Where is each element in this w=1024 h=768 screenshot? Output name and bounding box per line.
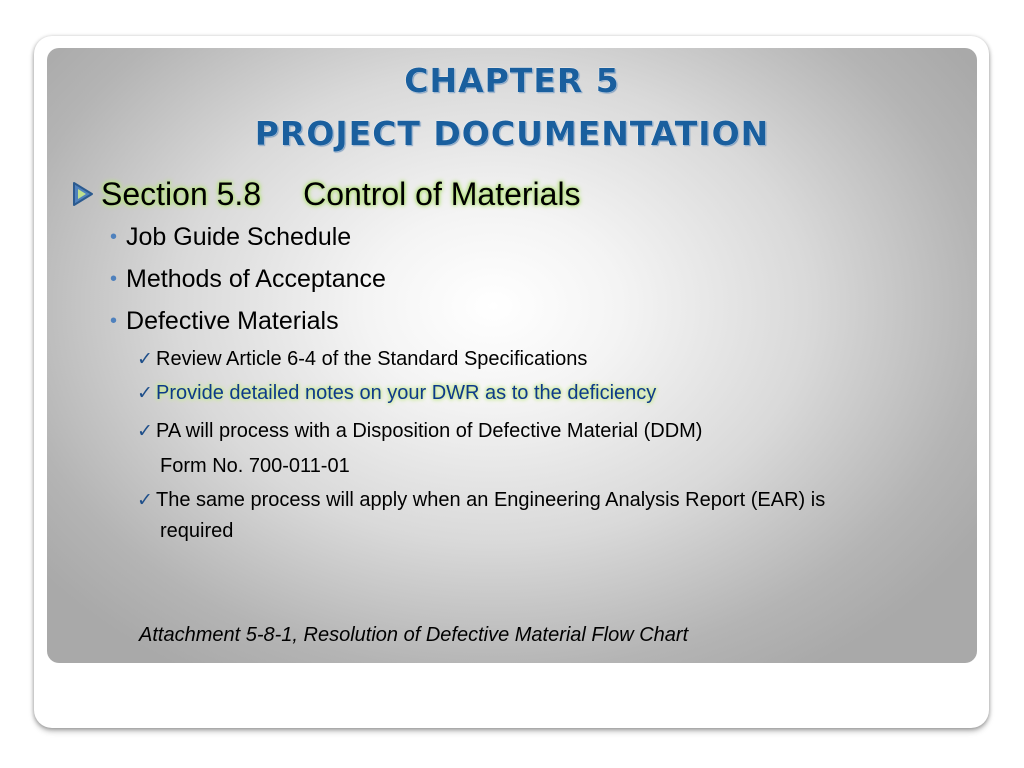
check-item	[137, 489, 825, 512]
checkmark-icon: ✓	[137, 489, 153, 511]
list-item-label: Defective Materials	[126, 307, 339, 335]
check-item-continuation: required	[160, 520, 234, 542]
list-item	[110, 307, 339, 336]
slide	[47, 48, 977, 663]
section-heading	[71, 174, 581, 214]
bullet-dot-icon: •	[110, 268, 118, 290]
check-item-label: The same process will apply when an Engineering Analysis Report (EAR) is	[156, 489, 826, 511]
bullet-dot-icon: •	[110, 226, 118, 248]
check-item-highlighted	[137, 382, 656, 405]
chapter-subtitle: PROJECT DOCUMENTATION	[254, 114, 770, 153]
checkmark-icon: ✓	[137, 420, 153, 442]
list-item	[110, 223, 351, 252]
section-name: Control of Materials	[303, 175, 581, 212]
check-item-label: Provide detailed notes on your DWR as to the deficiency	[156, 382, 657, 404]
list-item-label: Methods of Acceptance	[126, 265, 386, 293]
list-item	[110, 265, 386, 294]
check-item	[137, 420, 702, 443]
chapter-title: CHAPTER 5	[404, 61, 620, 100]
check-item-label: Review Article 6-4 of the Standard Specifications	[156, 348, 588, 370]
bullet-dot-icon: •	[110, 310, 118, 332]
checkmark-icon: ✓	[137, 348, 153, 370]
check-item-label: PA will process with a Disposition of Defective Material (DDM)	[156, 420, 703, 442]
checkmark-icon: ✓	[137, 382, 153, 404]
check-item	[137, 348, 587, 371]
section-number: Section 5.8	[101, 175, 262, 212]
list-item-label: Job Guide Schedule	[126, 223, 352, 251]
check-item-continuation: Form No. 700-011-01	[160, 455, 350, 477]
arrow-right-icon	[71, 180, 95, 208]
attachment-reference: Attachment 5-8-1, Resolution of Defective Material Flow Chart	[139, 624, 689, 646]
